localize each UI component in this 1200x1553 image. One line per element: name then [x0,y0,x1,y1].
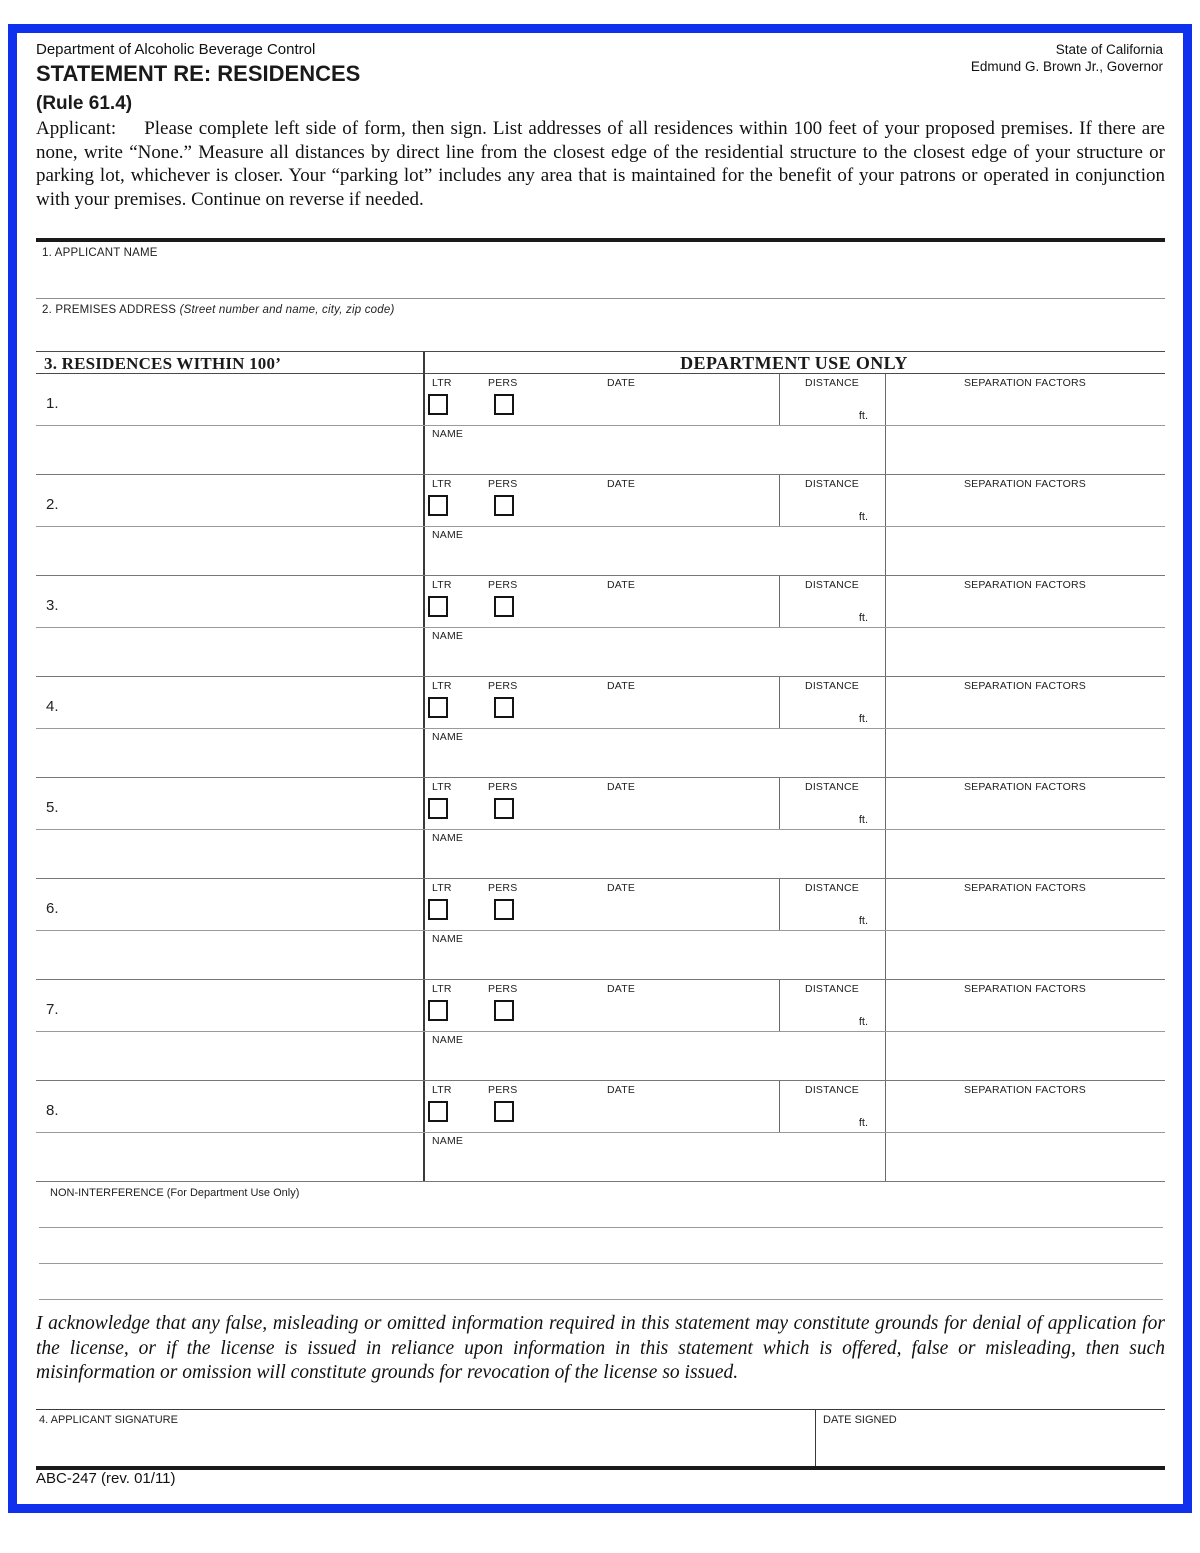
form-header [36,33,1165,117]
residence-row-5 [36,778,1165,879]
date-field[interactable] [676,388,776,423]
name-label: NAME [432,1034,464,1046]
separation-factors-field[interactable] [888,491,1163,524]
column-divider [885,426,886,474]
feet-label: ft. [858,1016,868,1028]
distance-label: DISTANCE [805,377,859,389]
separation-factors-field[interactable] [888,630,1163,674]
form-title: STATEMENT RE: RESIDENCES [36,61,361,86]
applicant-instructions-label: Applicant: [36,118,117,139]
separation-factors-label: SEPARATION FACTORS [963,579,1087,591]
pers-checkbox[interactable] [494,394,514,415]
separation-factors-field[interactable] [888,933,1163,977]
row-top [36,677,1165,729]
premises-address-label: 2. PREMISES ADDRESS (Street number and name, city, zip code) [42,304,395,316]
acknowledgment-text: I acknowledge that any false, misleading or omitted information required in this statement may constitute grounds for denial of application for the license, or if the license is issued in reliance upon information in this statement which is offered, false or misleading, then such misinformation or omission will constitute grounds for revocation of the license so issued. [36,1313,1165,1383]
name-label: NAME [432,529,464,541]
date-label: DATE [607,983,636,995]
pers-checkbox[interactable] [494,495,514,516]
column-divider [885,1133,886,1181]
column-divider [423,527,425,575]
writing-line [39,1227,1163,1228]
pers-checkbox[interactable] [494,899,514,920]
pers-checkbox[interactable] [494,1101,514,1122]
department-use-only-label: DEPARTMENT USE ONLY [680,353,908,373]
separation-factors-field[interactable] [888,529,1163,573]
row-bottom [36,729,1165,778]
name-field[interactable] [432,1149,872,1179]
pers-label: PERS [488,781,518,793]
non-interference-label: NON-INTERFERENCE (For Department Use Only) [50,1187,300,1199]
row-bottom [36,527,1165,576]
column-divider [885,830,886,878]
distance-label: DISTANCE [805,1084,859,1096]
ltr-label: LTR [432,478,452,490]
column-divider [423,426,425,474]
residence-address-field[interactable] [40,489,420,524]
row-number: 5. [46,799,59,816]
pers-label: PERS [488,377,518,389]
row-number: 3. [46,597,59,614]
date-field[interactable] [676,994,776,1029]
separation-factors-label: SEPARATION FACTORS [963,377,1087,389]
separation-factors-label: SEPARATION FACTORS [963,781,1087,793]
row-bottom [36,426,1165,475]
separation-factors-field[interactable] [888,1034,1163,1078]
writing-line [39,1263,1163,1264]
separation-factors-field[interactable] [888,1135,1163,1179]
pers-checkbox[interactable] [494,798,514,819]
name-label: NAME [432,428,464,440]
column-divider [423,778,425,829]
separation-factors-field[interactable] [888,693,1163,726]
ltr-label: LTR [432,781,452,793]
feet-label: ft. [858,713,868,725]
feet-label: ft. [858,410,868,422]
state-header [971,41,1163,75]
name-label: NAME [432,933,464,945]
date-field[interactable] [676,489,776,524]
date-field[interactable] [676,792,776,827]
residence-row-6 [36,879,1165,980]
residence-address-field[interactable] [40,994,420,1029]
separation-factors-label: SEPARATION FACTORS [963,478,1087,490]
name-label: NAME [432,1135,464,1147]
governor-name: Edmund G. Brown Jr., Governor [970,59,1163,74]
applicant-name-label: 1. APPLICANT NAME [42,247,158,259]
row-top [36,1081,1165,1133]
applicant-name-section [36,242,1165,299]
column-divider [423,576,425,627]
form-content [17,33,1183,1504]
ltr-label: LTR [432,882,452,894]
residence-row-8 [36,1081,1165,1182]
date-label: DATE [607,680,636,692]
date-field[interactable] [676,1095,776,1130]
premises-address-section [36,299,1165,351]
distance-label: DISTANCE [805,983,859,995]
applicant-signature-label: 4. APPLICANT SIGNATURE [39,1414,178,1426]
row-top [36,576,1165,628]
date-label: DATE [607,579,636,591]
date-label: DATE [607,478,636,490]
date-field[interactable] [676,691,776,726]
ltr-checkbox[interactable] [428,899,448,920]
residences-header-label: 3. RESIDENCES WITHIN 100’ [44,354,282,373]
separation-factors-label: SEPARATION FACTORS [963,882,1087,894]
ltr-checkbox[interactable] [428,697,448,718]
separation-factors-field[interactable] [888,794,1163,827]
name-label: NAME [432,731,464,743]
row-bottom [36,1032,1165,1081]
column-divider [885,527,886,575]
distance-label: DISTANCE [805,478,859,490]
ltr-label: LTR [432,579,452,591]
residence-row-2 [36,475,1165,576]
row-top [36,879,1165,931]
column-divider [423,980,425,1031]
ltr-checkbox[interactable] [428,495,448,516]
date-label: DATE [607,377,636,389]
column-divider [423,374,425,425]
name-field[interactable] [432,1048,872,1078]
separation-factors-field[interactable] [888,1097,1163,1130]
date-label: DATE [607,882,636,894]
residence-row-7 [36,980,1165,1081]
separation-factors-label: SEPARATION FACTORS [963,983,1087,995]
feet-label: ft. [858,1117,868,1129]
column-divider [423,830,425,878]
row-number: 1. [46,395,59,412]
non-interference-field[interactable] [39,1196,1163,1301]
residences-table-header [36,352,1165,374]
ltr-label: LTR [432,377,452,389]
ltr-checkbox[interactable] [428,1101,448,1122]
separation-factors-label: SEPARATION FACTORS [963,680,1087,692]
residences-table [36,351,1165,1182]
department-name: Department of Alcoholic Beverage Control [36,41,316,58]
date-signed-label: DATE SIGNED [823,1414,897,1426]
date-field[interactable] [676,893,776,928]
feet-label: ft. [858,814,868,826]
ltr-label: LTR [432,1084,452,1096]
name-field[interactable] [432,846,872,876]
column-divider [885,931,886,979]
column-divider [885,729,886,777]
row-bottom [36,931,1165,980]
applicant-instructions-text: Please complete left side of form, then sign. List addresses of all residences within 100 feet of your proposed premises. If there are none, write “None.” Measure all distances by direct line from the closest edge of the residential structure to the closest edge of your structure or parking lot, whichever is closer. Your “parking lot” includes any area that is maintained for the benefit of your patrons or operated in conjunction with your premises. Continue on reverse if needed. [36,118,1165,210]
applicant-name-field[interactable] [36,258,1165,296]
separation-factors-field[interactable] [888,592,1163,625]
form-rule: (Rule 61.4) [36,93,133,114]
pers-label: PERS [488,1084,518,1096]
separation-factors-field[interactable] [888,832,1163,876]
residence-address-field[interactable] [40,1095,420,1130]
pers-label: PERS [488,983,518,995]
residence-address-field[interactable] [40,792,420,827]
distance-label: DISTANCE [805,579,859,591]
date-signed-field[interactable] [819,1428,1163,1464]
separation-factors-field[interactable] [888,731,1163,775]
ltr-checkbox[interactable] [428,798,448,819]
pers-checkbox[interactable] [494,1000,514,1021]
row-top [36,475,1165,527]
pers-label: PERS [488,882,518,894]
feet-label: ft. [858,915,868,927]
column-divider [423,475,425,526]
column-divider [423,1081,425,1132]
row-number: 6. [46,900,59,917]
premises-address-hint: (Street number and name, city, zip code) [179,304,395,316]
column-divider [885,1032,886,1080]
residence-address-field[interactable] [40,388,420,423]
date-label: DATE [607,781,636,793]
row-number: 2. [46,496,59,513]
row-number: 4. [46,698,59,715]
row-top [36,778,1165,830]
ltr-checkbox[interactable] [428,596,448,617]
column-divider [815,1410,816,1466]
applicant-instructions [36,117,1165,238]
ltr-label: LTR [432,983,452,995]
name-field[interactable] [432,644,872,674]
row-bottom [36,628,1165,677]
name-label: NAME [432,832,464,844]
pers-checkbox[interactable] [494,596,514,617]
row-bottom [36,830,1165,879]
column-divider [423,1032,425,1080]
separation-factors-field[interactable] [888,895,1163,928]
row-top [36,980,1165,1032]
form-blue-border [8,24,1192,1513]
residence-row-4 [36,677,1165,778]
date-label: DATE [607,1084,636,1096]
separation-factors-field[interactable] [888,428,1163,472]
residence-row-3 [36,576,1165,677]
writing-line [39,1299,1163,1300]
separation-factors-field[interactable] [888,390,1163,423]
applicant-signature-field[interactable] [39,1428,809,1464]
feet-label: ft. [858,511,868,523]
distance-label: DISTANCE [805,882,859,894]
distance-label: DISTANCE [805,680,859,692]
pers-label: PERS [488,579,518,591]
pers-checkbox[interactable] [494,697,514,718]
distance-label: DISTANCE [805,781,859,793]
feet-label: ft. [858,612,868,624]
row-number: 8. [46,1102,59,1119]
separation-factors-label: SEPARATION FACTORS [963,1084,1087,1096]
pers-label: PERS [488,680,518,692]
pers-label: PERS [488,478,518,490]
column-divider [423,677,425,728]
name-field[interactable] [432,543,872,573]
state-name: State of California [1055,42,1163,57]
date-field[interactable] [676,590,776,625]
name-field[interactable] [432,745,872,775]
signature-section [36,1409,1165,1466]
residence-address-field[interactable] [40,691,420,726]
ltr-checkbox[interactable] [428,1000,448,1021]
ltr-checkbox[interactable] [428,394,448,415]
column-divider [885,628,886,676]
premises-address-field[interactable] [36,315,1165,349]
row-number: 7. [46,1001,59,1018]
column-divider [423,931,425,979]
column-divider [423,1133,425,1181]
non-interference-section [36,1182,1165,1309]
column-divider [423,628,425,676]
form-number: ABC-247 (rev. 01/11) [36,1470,176,1487]
column-divider [423,352,425,373]
column-divider [423,879,425,930]
residence-address-field[interactable] [40,590,420,625]
residence-row-1 [36,374,1165,475]
separation-factors-field[interactable] [888,996,1163,1029]
name-field[interactable] [432,947,872,977]
name-label: NAME [432,630,464,642]
row-top [36,374,1165,426]
column-divider [423,729,425,777]
ltr-label: LTR [432,680,452,692]
row-bottom [36,1133,1165,1182]
name-field[interactable] [432,442,872,472]
residence-address-field[interactable] [40,893,420,928]
